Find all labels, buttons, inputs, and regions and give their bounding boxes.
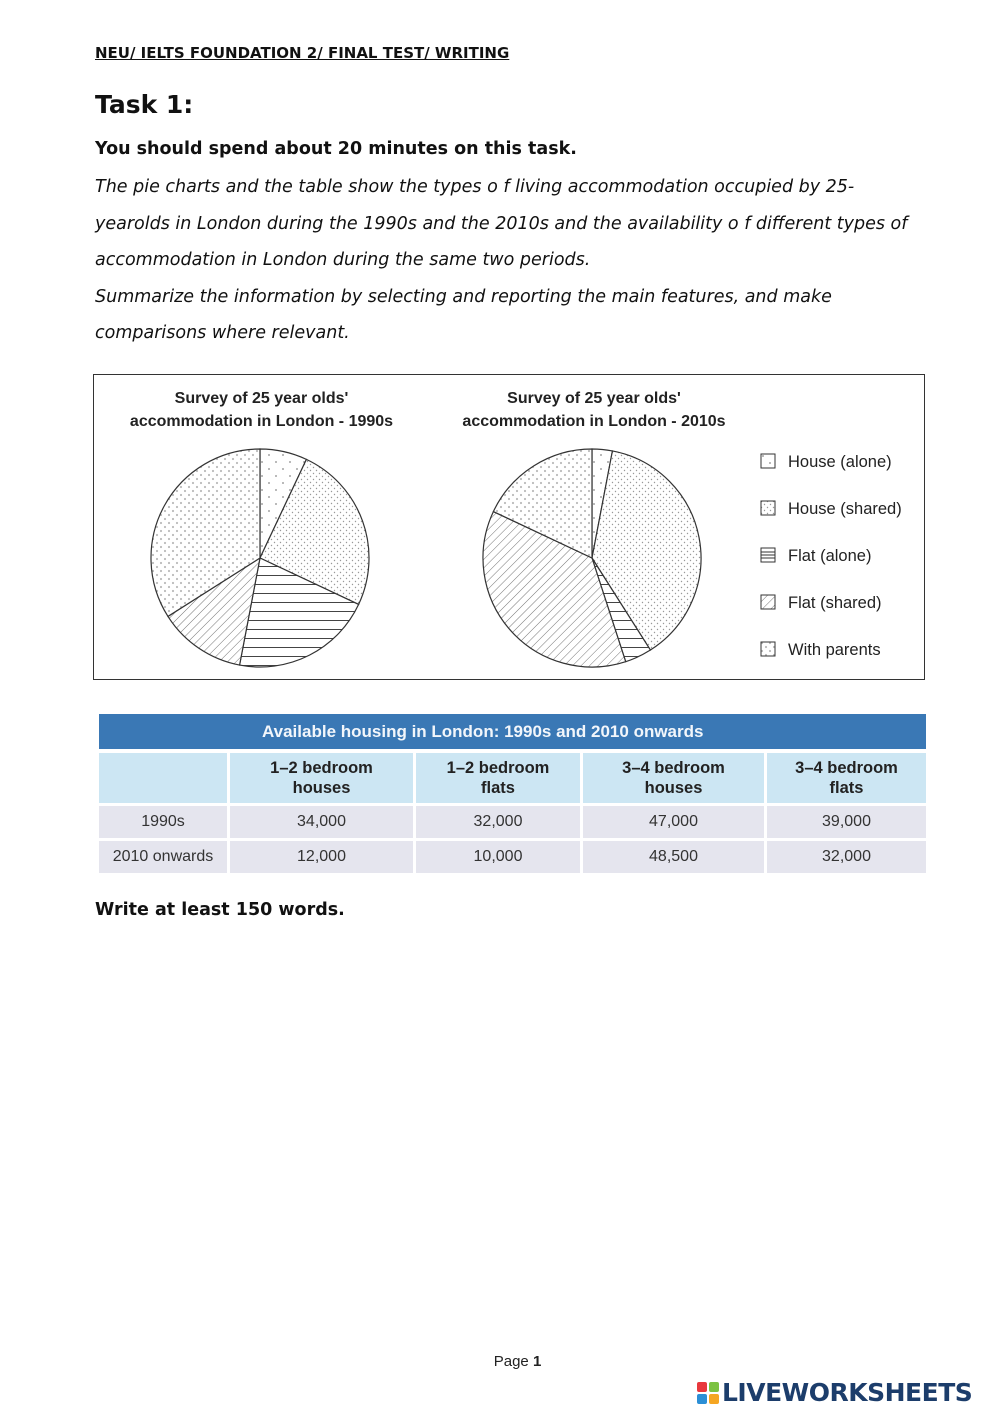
- legend-label: House (shared): [788, 500, 902, 518]
- row-label: 2010 onwards: [99, 841, 227, 873]
- table-cell: 39,000: [764, 806, 926, 838]
- swatch-blank-icon: [760, 453, 776, 469]
- table-row: [99, 841, 926, 873]
- swatch-diagonal-lines-icon: [760, 594, 776, 610]
- column-header: [413, 753, 580, 803]
- pie-chart-2010s: [479, 445, 705, 671]
- legend-label: With parents: [788, 641, 881, 659]
- column-header-line: flats: [481, 779, 515, 797]
- pie-chart-1990s: [147, 445, 373, 671]
- pie-title-line: Survey of 25 year olds': [174, 390, 349, 407]
- description-line: accommodation in London during the same two periods.: [95, 250, 591, 271]
- task-title: Task 1:: [95, 90, 194, 119]
- swatch-dot-grid-icon: [760, 641, 776, 657]
- table-cell: 32,000: [764, 841, 926, 873]
- swatch-horizontal-lines-icon: [760, 547, 776, 563]
- housing-table: [99, 750, 926, 876]
- word-count-instruction: Write at least 150 words.: [95, 900, 345, 920]
- housing-table-title: Available housing in London: 1990s and 2010 onwards: [99, 714, 926, 749]
- swatch-dotted-icon: [760, 500, 776, 516]
- column-header-line: houses: [292, 779, 351, 797]
- column-header-line: 1–2 bedroom: [270, 759, 373, 777]
- pie-1990s-title: [104, 387, 419, 433]
- pie-title-line: Survey of 25 year olds': [507, 390, 681, 407]
- table-cell: 10,000: [413, 841, 580, 873]
- brand-name: LIVEWORKSHEETS: [722, 1378, 973, 1407]
- pie-charts-figure: [93, 374, 925, 680]
- legend-item-house-shared: [760, 497, 925, 544]
- row-label: 1990s: [99, 806, 227, 838]
- table-cell: 47,000: [580, 806, 764, 838]
- document-header: NEU/ IELTS FOUNDATION 2/ FINAL TEST/ WRITING: [95, 44, 510, 62]
- page-number: [0, 1353, 1000, 1370]
- pie-title-line: accommodation in London - 2010s: [462, 413, 726, 430]
- task-description: [95, 169, 945, 352]
- legend-label: Flat (alone): [788, 547, 872, 565]
- pie-2010s-title: [434, 387, 754, 433]
- column-header: [580, 753, 764, 803]
- column-header-empty: [99, 753, 227, 803]
- task-instruction: You should spend about 20 minutes on this task.: [95, 139, 577, 159]
- description-line: The pie charts and the table show the types o f living accommodation occupied by 25-: [95, 177, 855, 197]
- pie-title-line: accommodation in London - 1990s: [129, 413, 394, 430]
- table-cell: 48,500: [580, 841, 764, 873]
- column-header: [227, 753, 413, 803]
- column-header-line: 3–4 bedroom: [622, 759, 725, 777]
- page-label: Page: [493, 1353, 529, 1370]
- legend-item-flat-alone: [760, 544, 925, 591]
- column-header-line: flats: [829, 779, 864, 797]
- housing-table-section: [99, 714, 926, 876]
- column-header-line: 1–2 bedroom: [446, 759, 550, 777]
- page-number-value: 1: [532, 1353, 542, 1370]
- description-line: comparisons where relevant.: [95, 323, 350, 344]
- description-line: yearolds in London during the 1990s and the 2010s and the availability o f different types of: [95, 213, 908, 234]
- legend-item-with-parents: [760, 638, 925, 685]
- column-header-line: 3–4 bedroom: [795, 759, 898, 777]
- table-row: [99, 806, 926, 838]
- table-cell: 34,000: [227, 806, 413, 838]
- liveworksheets-logo-icon: [697, 1382, 719, 1404]
- pie-legend: [760, 450, 925, 685]
- description-line: Summarize the information by selecting and reporting the main features, and make: [95, 286, 832, 307]
- column-header: [764, 753, 926, 803]
- table-cell: 12,000: [227, 841, 413, 873]
- table-cell: 32,000: [413, 806, 580, 838]
- legend-item-flat-shared: [760, 591, 925, 638]
- legend-label: Flat (shared): [788, 594, 882, 612]
- legend-label: House (alone): [788, 453, 892, 471]
- legend-item-house-alone: [760, 450, 925, 497]
- column-header-line: houses: [644, 779, 703, 797]
- table-header-row: [99, 753, 926, 803]
